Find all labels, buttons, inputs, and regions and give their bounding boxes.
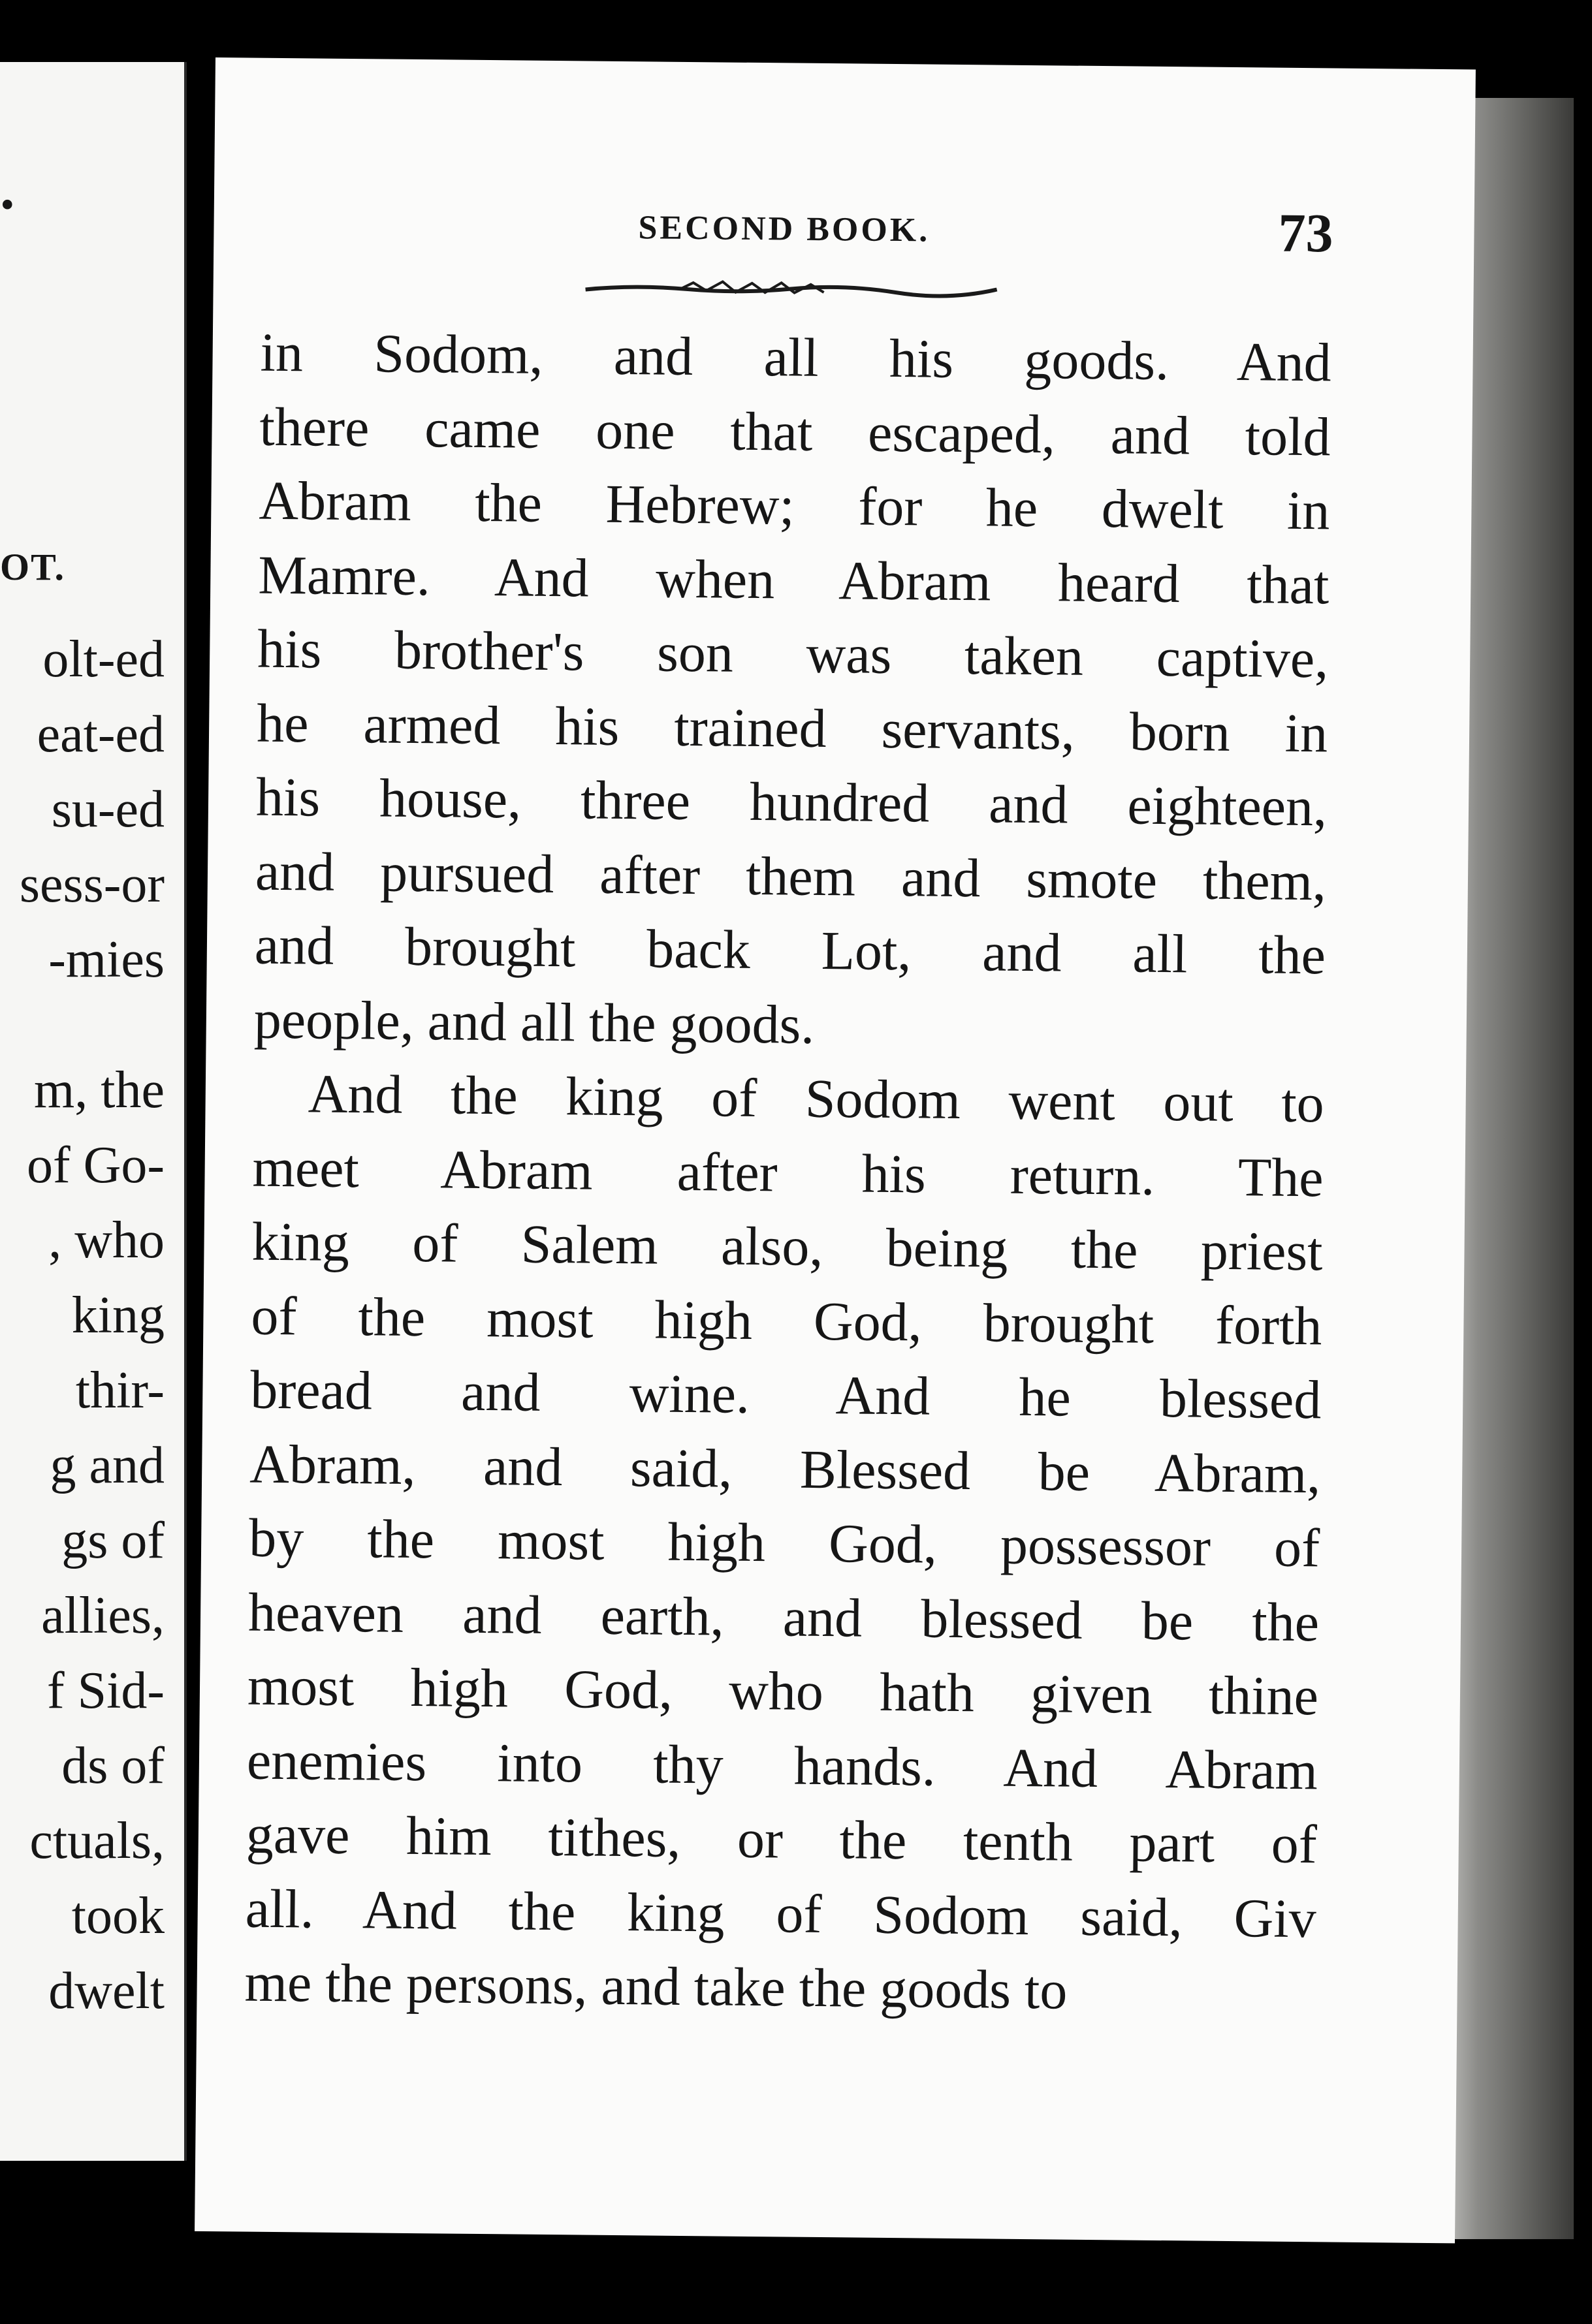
previous-page-fragment — [0, 62, 187, 2161]
text-line: all. And the king of Sodom said, Giv — [245, 1878, 1317, 1949]
previous-page-line: -mies — [48, 931, 165, 988]
text-line: gave him tithes, or the tenth part of — [246, 1804, 1318, 1876]
text-line: meet Abram after his return. The — [252, 1137, 1324, 1208]
previous-page-line: allies, — [41, 1587, 165, 1644]
text-line: his brother's son was taken captive, — [257, 618, 1329, 690]
text-line: by the most high God, possessor of — [248, 1507, 1320, 1579]
previous-page-line: sess-or — [19, 856, 165, 913]
running-head: SECOND BOOK. — [638, 209, 931, 249]
book-page — [195, 57, 1476, 2243]
previous-page-line: eat-ed — [37, 706, 165, 763]
previous-page-line: ds of — [61, 1737, 165, 1795]
text-line: in Sodom, and all his goods. And — [260, 322, 1332, 394]
text-line: And the king of Sodom went out to — [308, 1063, 1325, 1135]
previous-page-line: of Go- — [26, 1137, 165, 1194]
page-text-body — [244, 316, 1331, 2030]
text-line: Mamre. And when Abram heard that — [257, 544, 1329, 616]
previous-page-line: f Sid- — [47, 1662, 165, 1719]
text-line: me the persons, and take the goods to — [244, 1952, 1068, 2021]
previous-page-line: king — [71, 1287, 165, 1344]
text-line: bread and wine. And he blessed — [249, 1359, 1322, 1431]
previous-page-line: dwelt — [48, 1962, 165, 2020]
previous-page-line: , who — [48, 1212, 165, 1269]
text-line: of the most high God, brought forth — [251, 1285, 1322, 1357]
previous-page-line: thir- — [75, 1362, 165, 1419]
previous-page-line: gs of — [61, 1512, 165, 1569]
text-line: his house, three hundred and eighteen, — [255, 766, 1328, 838]
page-number: 73 — [1278, 202, 1333, 264]
text-line: and pursued after them and smote them, — [255, 841, 1327, 912]
text-line: Abram, and said, Blessed be Abram, — [249, 1434, 1321, 1505]
previous-page-line: ctuals, — [29, 1812, 165, 1870]
text-line: people, and all the goods. — [253, 989, 815, 1056]
text-line: Abram the Hebrew; for he dwelt in — [259, 470, 1330, 542]
previous-page-line: took — [71, 1887, 165, 1945]
text-line: heaven and earth, and blessed be the — [247, 1582, 1320, 1653]
text-line: and brought back Lot, and all the — [254, 915, 1326, 986]
text-line: there came one that escaped, and told — [259, 396, 1331, 467]
paragraph — [253, 316, 1331, 1067]
text-line: most high God, who hath given thine — [247, 1656, 1319, 1727]
previous-page-line: g and — [50, 1437, 165, 1494]
paragraph — [244, 1057, 1324, 2030]
header-ornament-rule — [582, 275, 1000, 305]
previous-page-section-heading: OT. — [0, 546, 65, 588]
text-line: king of Salem also, being the priest — [251, 1211, 1323, 1283]
text-line: enemies into thy hands. And Abram — [246, 1730, 1318, 1801]
previous-page-line: su-ed — [51, 781, 165, 838]
previous-page-line: m, the — [34, 1061, 165, 1119]
previous-page-line: olt-ed — [42, 631, 165, 688]
previous-page-header-fragment: . — [0, 157, 15, 221]
text-line: he armed his trained servants, born in — [256, 693, 1328, 764]
